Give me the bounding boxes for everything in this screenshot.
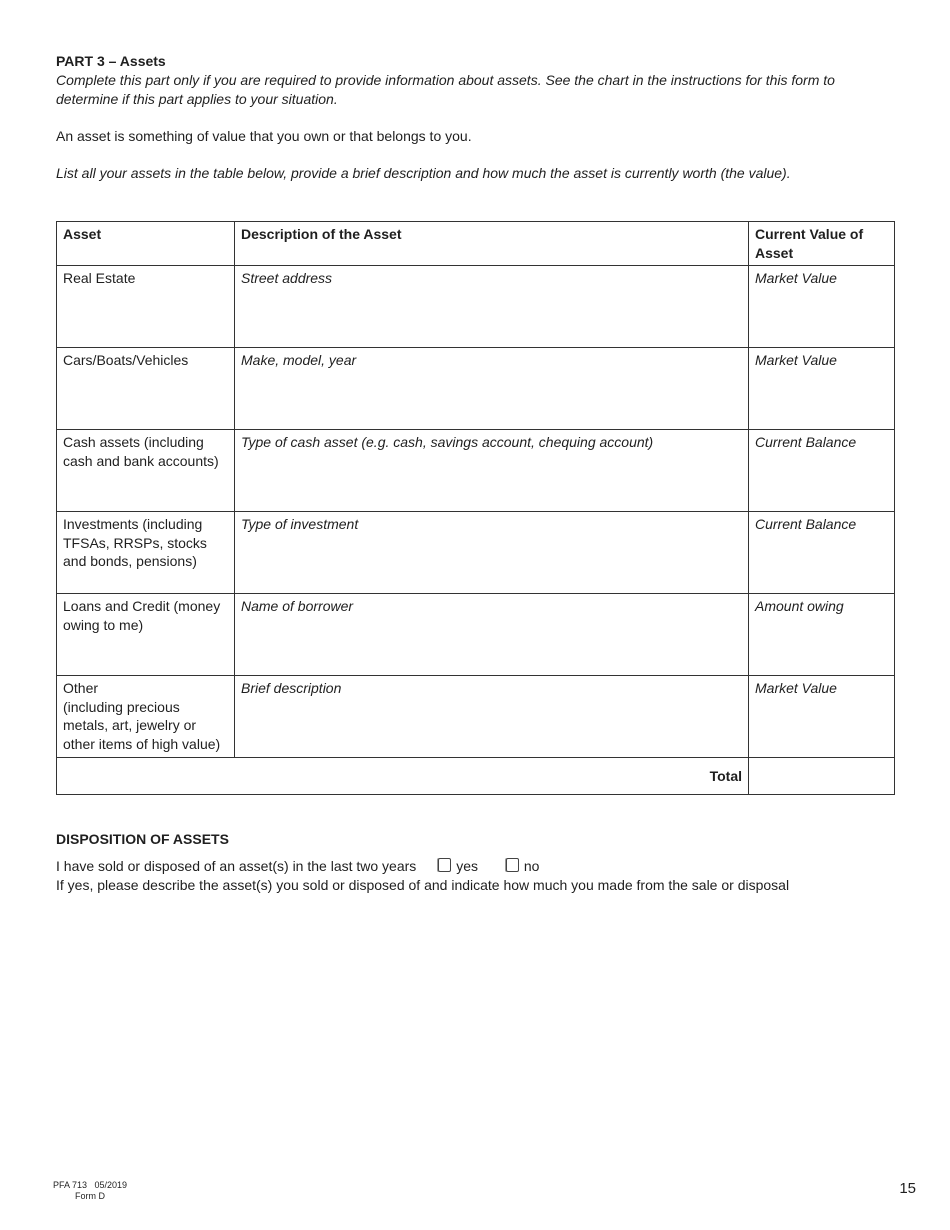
intro-instructions: Complete this part only if you are required to provide information about assets. See the chart in the instructions for this form to determine if this part applies to your situation. (56, 72, 835, 107)
description-cell[interactable]: Name of borrower (235, 594, 749, 676)
table-row-cash-assets (57, 430, 895, 512)
table-row-other (57, 676, 895, 758)
value-cell[interactable]: Market Value (749, 348, 895, 430)
description-cell[interactable]: Type of cash asset (e.g. cash, savings account, chequing account) (235, 430, 749, 512)
assets-table (56, 221, 895, 795)
total-label: Total (57, 758, 749, 795)
no-option[interactable] (506, 857, 540, 875)
value-cell[interactable]: Market Value (749, 676, 895, 758)
yes-checkbox[interactable] (438, 858, 451, 872)
disposition-title: DISPOSITION OF ASSETS (56, 831, 229, 847)
table-row-real-estate (57, 266, 895, 348)
value-cell[interactable]: Current Balance (749, 430, 895, 512)
column-header-asset: Asset (57, 222, 235, 266)
value-cell[interactable]: Amount owing (749, 594, 895, 676)
asset-cell: Cash assets (including cash and bank accounts) (57, 430, 235, 512)
form-name: Form D (75, 1191, 105, 1201)
disposal-instruction: If yes, please describe the asset(s) you sold or disposed of and indicate how much you made from the sale or disposal (56, 877, 790, 893)
page-title: PART 3 – Assets (56, 53, 166, 69)
description-cell[interactable]: Type of investment (235, 512, 749, 594)
asset-detail: (including precious metals, art, jewelry or other items of high value) (63, 698, 221, 752)
description-cell[interactable]: Brief description (235, 676, 749, 758)
asset-cell (57, 676, 235, 758)
asset-cell: Cars/Boats/Vehicles (57, 348, 235, 430)
value-cell[interactable]: Market Value (749, 266, 895, 348)
page-number: 15 (899, 1180, 916, 1197)
disposal-question-line (56, 857, 539, 875)
asset-name: Other (63, 680, 99, 696)
column-header-current-value: Current Value of Asset (749, 222, 895, 266)
table-total-row (57, 758, 895, 795)
asset-definition: An asset is something of value that you own or that belongs to you. (56, 128, 472, 144)
table-header-row (57, 222, 895, 266)
asset-cell: Investments (including TFSAs, RRSPs, stocks and bonds, pensions) (57, 512, 235, 594)
value-cell[interactable]: Current Balance (749, 512, 895, 594)
disposal-question: I have sold or disposed of an asset(s) in the last two years (56, 858, 417, 874)
table-row-loans-credit (57, 594, 895, 676)
column-header-description: Description of the Asset (235, 222, 749, 266)
total-value-cell[interactable] (749, 758, 895, 795)
table-row-vehicles (57, 348, 895, 430)
description-cell[interactable]: Make, model, year (235, 348, 749, 430)
description-cell[interactable]: Street address (235, 266, 749, 348)
asset-cell: Loans and Credit (money owing to me) (57, 594, 235, 676)
yes-option[interactable] (438, 857, 478, 875)
no-label: no (523, 858, 540, 874)
table-row-investments (57, 512, 895, 594)
form-footer (53, 1180, 127, 1202)
no-checkbox[interactable] (506, 858, 519, 872)
yes-label: yes (456, 858, 478, 874)
list-instruction: List all your assets in the table below, provide a brief description and how much the asset is currently worth (the value). (56, 165, 791, 181)
asset-cell: Real Estate (57, 266, 235, 348)
form-code: PFA 713 05/2019 (53, 1180, 128, 1190)
